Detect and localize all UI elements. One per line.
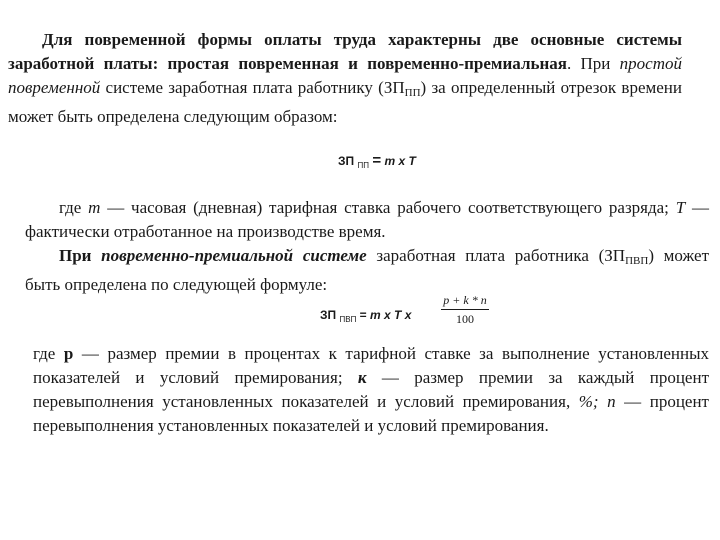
subscript: ПВП [625, 255, 649, 267]
intro-paragraph [8, 28, 682, 129]
var-text: — размер премии в процентах к тарифной ставке за выполнение установленных показателей и условий премирования; [33, 344, 709, 387]
var-percent-n: %; п [578, 392, 616, 411]
intro-text: ) за определенный отрезок времени может быть определена следующим образом: [8, 78, 682, 126]
formula-simple-time [338, 152, 416, 170]
definitions-paragraph [25, 196, 709, 297]
var-k: к [357, 368, 367, 387]
var-p: р [63, 344, 74, 363]
var-text: — процент перевыполнения установленных показателей и условий премирования. [33, 392, 709, 435]
fraction-bar [441, 309, 489, 310]
fraction-numerator: p + k * n [443, 293, 487, 307]
variables-paragraph [33, 342, 709, 438]
formula-subscript: ПВП [339, 315, 357, 324]
simple-time-term: простой повременной [8, 54, 682, 97]
intro-text: . При [566, 54, 620, 73]
subscript: ПП [404, 87, 421, 99]
var-t: Т [675, 198, 686, 217]
intro-text: системе заработная плата работнику (ЗП [100, 78, 405, 97]
formula-equals: = [372, 152, 382, 169]
formula-time-premium [320, 308, 411, 324]
premium-system-term: повременно-премиальной системе [101, 246, 367, 265]
formula-equals: = [356, 308, 371, 322]
formula-subscript: ПП [357, 161, 369, 170]
fraction-denominator: 100 [456, 312, 474, 326]
def-text: — часовая (дневная) тарифная ставка рабочего соответствующего разряда; [100, 198, 676, 217]
formula-rhs: m x T [381, 154, 416, 168]
intro-bold-text: Для повременной формы оплаты труда характерны две основные системы заработной платы: простая повременная и повременно-премиальная [8, 30, 682, 73]
formula-rhs: m x T x [370, 308, 412, 322]
formula-lhs: ЗП [320, 308, 337, 322]
def-text: где [59, 198, 89, 217]
formula-fraction [441, 292, 489, 326]
def-text: — фактически отработанное на производстве время. [25, 198, 709, 241]
def-text: заработная плата работника (ЗП [366, 246, 626, 265]
var-text: — размер премии за каждый процент перевыполнения установленных показателей и условий премирования, [33, 368, 709, 411]
formula-lhs: ЗП [338, 154, 355, 168]
var-m: т [88, 198, 101, 217]
var-text: где [33, 344, 64, 363]
def-bold-text: При [59, 246, 102, 265]
def-text: ) может быть определена по следующей формуле: [25, 246, 709, 294]
